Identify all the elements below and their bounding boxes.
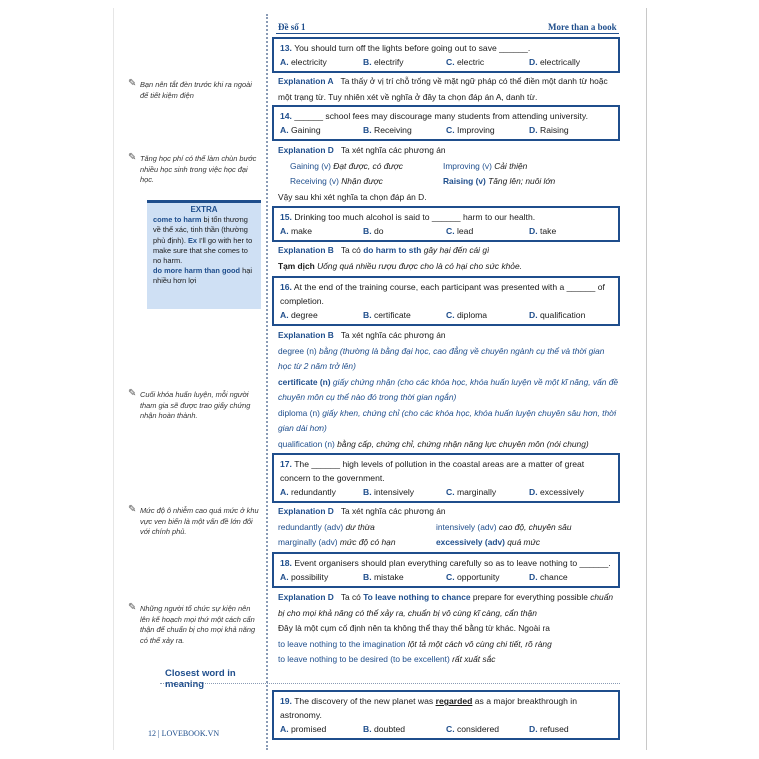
question-text: You should turn off the lights before going out to save ______. <box>294 43 531 53</box>
explanation-15: Explanation B Ta có do harm to sth gây hại đến cái gì Tạm dịch Uống quá nhiều rượu được cho là có hại cho sức khỏe. <box>278 245 522 271</box>
option-d[interactable]: D. chance <box>529 572 568 582</box>
extra-text: hại nhiều hơn lợi <box>153 266 252 286</box>
extra-box <box>147 200 261 309</box>
option-b[interactable]: B. certificate <box>363 310 411 320</box>
option-b[interactable]: B. electrify <box>363 57 404 67</box>
side-note: Bạn nên tắt đèn trước khi ra ngoài để tiết kiệm điện <box>140 80 252 100</box>
question-text: Event organisers should plan everything carefully so as to leave nothing to ______. <box>294 558 611 568</box>
question-18 <box>272 552 620 588</box>
explanation-14: Explanation D Ta xét nghĩa các phương án Gaining (v) Đạt được, có được Improving (v) Cải thiện Receiving (v) Nhận được Raising (v) Tăng lên; nuôi lớn Vậy sau khi xét nghĩa ta chọn đáp án D. <box>278 143 620 205</box>
option-d[interactable]: D. refused <box>529 724 569 734</box>
option-d[interactable]: D. take <box>529 226 557 236</box>
explanation-text: Ta thấy ở vị trí chỗ trống về mặt ngữ pháp có thể điền một danh từ hoặc một trạng từ. Tuy nhiên xét về nghĩa ở đây ta chọn đáp án A, danh từ. <box>278 76 608 102</box>
pen-icon: ✎ <box>128 78 137 89</box>
option-c[interactable]: C. marginally <box>446 487 497 497</box>
option-c[interactable]: C. diploma <box>446 310 488 320</box>
underlined-word: regarded <box>435 696 473 706</box>
side-note: Tăng học phí có thể làm chùn bước nhiều học sinh trong việc học đại học. <box>140 154 257 184</box>
pen-icon: ✎ <box>128 504 137 515</box>
section-heading: Closest word in meaning <box>165 668 236 690</box>
question-15 <box>272 206 620 242</box>
question-number: 15. <box>280 212 292 222</box>
explanation-18: Explanation D Ta có To leave nothing to chance prepare for everything possible chuẩn bị cho mọi khả năng có thể xảy ra, chuẩn bị vô cùng kĩ càng, cẩn thận Đây là một cụm cố định nên ta không thể thay thế bằng từ khác. Ngoài ra to leave nothing to the imagination lột tả một cách vô cùng chi tiết, rõ ràng to leave nothing to be desired (to be excellent) rất xuất sắc <box>278 590 620 668</box>
option-d[interactable]: D. electrically <box>529 57 581 67</box>
option-a[interactable]: A. redundantly <box>280 487 336 497</box>
question-text: At the end of the training course, each participant was presented with a ______ of completion. <box>280 282 605 306</box>
option-b[interactable]: B. mistake <box>363 572 404 582</box>
option-a[interactable]: A. degree <box>280 310 318 320</box>
option-d[interactable]: D. Raising <box>529 125 569 135</box>
question-text: Drinking too much alcohol is said to ______ harm to our health. <box>294 212 536 222</box>
option-a[interactable]: A. make <box>280 226 312 236</box>
pen-icon: ✎ <box>128 152 137 163</box>
option-d[interactable]: D. excessively <box>529 487 584 497</box>
translation-text: Uống quá nhiều rượu được cho là có hại cho sức khỏe. <box>317 260 522 271</box>
explanation-13 <box>278 74 620 105</box>
explanation-label: Explanation A <box>278 76 334 86</box>
option-a[interactable]: A. Gaining <box>280 125 321 135</box>
header-right: More than a book <box>548 22 617 32</box>
extra-example-label: Ex <box>187 235 197 245</box>
question-13 <box>272 37 620 73</box>
extra-term: come to harm <box>153 215 202 225</box>
question-number: 16. <box>280 282 292 292</box>
option-c[interactable]: C. Improving <box>446 125 495 135</box>
option-c[interactable]: C. lead <box>446 226 474 236</box>
question-text: as a major breakthrough in astronomy. <box>280 696 577 720</box>
explanation-text: Đây là một cụm cố định nên ta không thể thay thế bằng từ khác. Ngoài ra <box>278 623 550 633</box>
question-number: 13. <box>280 43 292 53</box>
explanation-17: Explanation D Ta xét nghĩa các phương án redundantly (adv) dư thừa intensively (adv) cao độ, chuyên sâu marginally (adv) mức độ có hạn excessively (adv) quá mức <box>278 506 572 547</box>
option-b[interactable]: B. doubted <box>363 724 406 734</box>
question-17 <box>272 453 620 503</box>
extra-example: I'll go with her to make sure that she comes to no harm. <box>153 235 253 266</box>
option-c[interactable]: C. considered <box>446 724 500 734</box>
question-14 <box>272 105 620 141</box>
extra-text: bị tổn thương về thể xác, tinh thần (thường phủ định). <box>153 215 248 245</box>
header-rule <box>276 33 619 34</box>
page-footer: 12 | LOVEBOOK.VN <box>148 729 220 738</box>
extra-title: EXTRA <box>190 205 218 214</box>
question-19 <box>272 690 620 740</box>
question-text: ______ school fees may discourage many students from attending university. <box>294 111 588 121</box>
option-b[interactable]: B. Receiving <box>363 125 412 135</box>
option-b[interactable]: B. do <box>363 226 384 236</box>
section-rule <box>160 683 620 684</box>
question-16 <box>272 276 620 326</box>
explanation-conclusion: Vậy sau khi xét nghĩa ta chọn đáp án D. <box>278 191 427 202</box>
translation-label: Tạm dịch <box>278 260 315 271</box>
margin-divider <box>266 14 268 750</box>
option-a[interactable]: A. electricity <box>280 57 327 67</box>
question-number: 17. <box>280 459 292 469</box>
option-c[interactable]: C. electric <box>446 57 485 67</box>
option-b[interactable]: B. intensively <box>363 487 415 497</box>
option-c[interactable]: C. opportunity <box>446 572 500 582</box>
side-note: Những người tổ chức sự kiện nên lên kế hoạch mọi thứ một cách cẩn thận để chuẩn bị cho mọi khả năng có thể xảy ra. <box>140 604 256 645</box>
option-a[interactable]: A. promised <box>280 724 327 734</box>
question-number: 18. <box>280 558 292 568</box>
pen-icon: ✎ <box>128 388 137 399</box>
explanation-label: Explanation D <box>278 145 334 155</box>
explanation-label: Explanation B <box>278 245 334 255</box>
header-left: Đề số 1 <box>278 22 306 32</box>
explanation-label: Explanation D <box>278 506 334 516</box>
question-text: The ______ high levels of pollution in the coastal areas are a matter of great concern to the government. <box>280 459 585 483</box>
extra-term: do more harm than good <box>153 266 241 276</box>
explanation-label: Explanation D <box>278 592 334 602</box>
question-number: 19. <box>280 696 292 706</box>
extra-body <box>153 215 255 286</box>
option-a[interactable]: A. possibility <box>280 572 329 582</box>
explanation-text: Ta xét nghĩa các phương án <box>340 145 446 155</box>
side-note: Cuối khóa huấn luyện, mỗi người tham gia sẽ được trao giấy chứng nhận hoàn thành. <box>140 390 251 420</box>
question-number: 14. <box>280 111 292 121</box>
option-d[interactable]: D. qualification <box>529 310 586 320</box>
question-text: The discovery of the new planet was <box>294 696 434 706</box>
explanation-label: Explanation B <box>278 330 334 340</box>
explanation-16: Explanation B Ta xét nghĩa các phương án degree (n) bằng (thường là bằng đại học, cao đẳng về chuyên ngành cụ thể và thời gian học từ 2 năm trở lên) certificate (n) giấy chứng nhận (cho các khóa học, khóa huấn luyện về một kĩ năng, vấn đề chuyên môn cụ thể nào đó trong thời gian ngắn) diploma (n) giấy khen, chứng chỉ (cho các khóa học, khóa huấn luyện chuyên sâu hơn, thời gian dài hơn) qualification (n) bằng cấp, chứng chỉ, chứng nhận năng lực chuyên môn (nói chung) <box>278 330 619 449</box>
pen-icon: ✎ <box>128 602 137 613</box>
side-note: Mức độ ô nhiễm cao quá mức ở khu vực ven biển là một vấn đề lớn đối với chính phủ. <box>140 506 259 536</box>
